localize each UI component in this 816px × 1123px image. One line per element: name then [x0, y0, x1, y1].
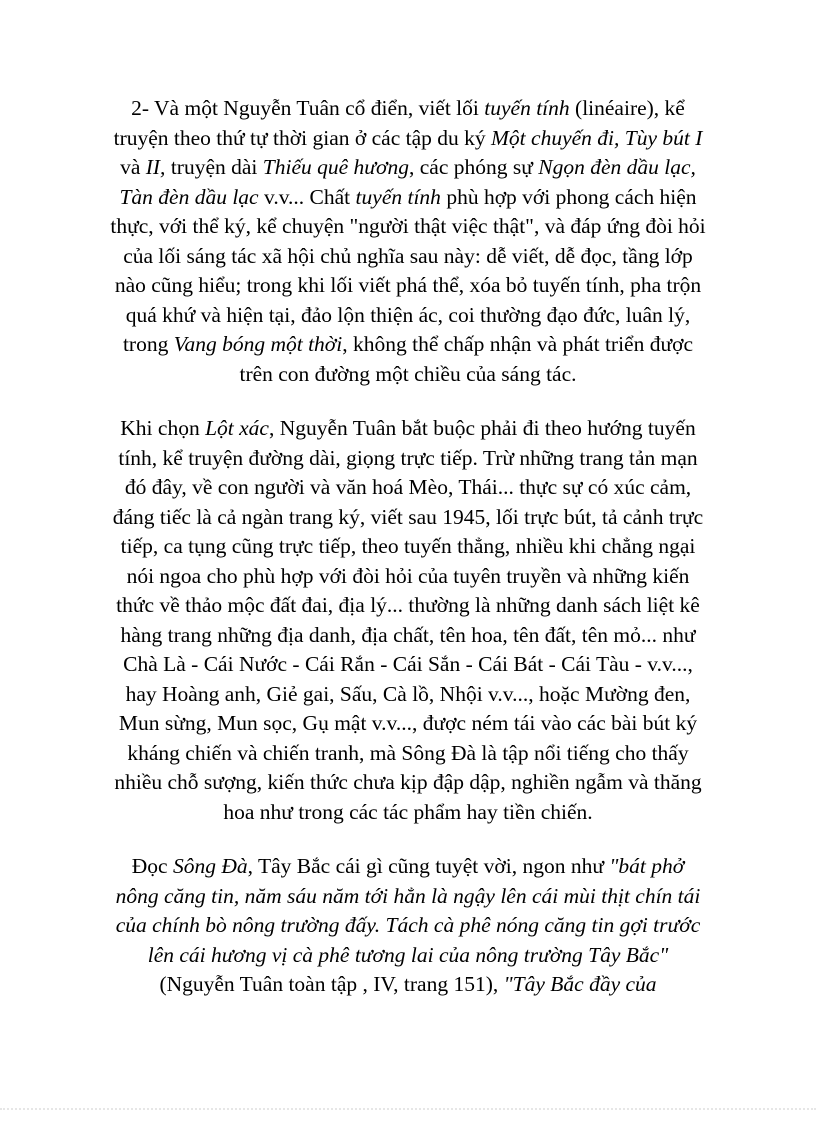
page-bottom-divider [0, 1108, 816, 1110]
paragraph-1 [108, 94, 708, 389]
italic-text-run: II, [145, 155, 166, 179]
italic-text-run: Ngọn đèn dầu lạc, Tàn đèn dầu lạc [119, 155, 696, 209]
italic-text-run: "bát phở nông căng tin, năm sáu năm tới hẳn là ngậy lên cái mùi thịt chín tái của chính bò nông trường đấy. Tách cà phê nóng căng tin gợi trước lên cái hương vị cà phê tương lai của nông trường Tây Bắc" [115, 854, 701, 967]
italic-text-run: tuyến tính [484, 96, 570, 120]
text-run: Đọc [131, 854, 173, 878]
italic-text-run: "Tây Bắc đầy của [503, 972, 657, 996]
italic-text-run: tuyến tính [355, 184, 441, 209]
text-run: , các phóng sự [408, 155, 539, 179]
text-run: v.v... Chất [258, 184, 356, 209]
text-run: (linéaire), kể truyện theo thứ tự thời gian ở các tập du ký [113, 96, 685, 150]
italic-text-run: Lột xác [205, 416, 269, 440]
text-run: (Nguyễn Tuân toàn tập , IV, trang 151), [159, 972, 504, 996]
text-run: Khi chọn [120, 416, 206, 440]
text-run: , không thể chấp nhận và phát triển được trên con đường một chiều của sáng tác. [239, 332, 694, 386]
paragraph-3 [108, 852, 708, 1000]
text-run: truyện dài [165, 155, 263, 179]
italic-text-run: Vang bóng một thời [173, 332, 343, 356]
italic-text-run: Sông Đà [172, 854, 248, 878]
text-run: 2- Và một Nguyễn Tuân cổ điển, viết lối [131, 96, 485, 120]
italic-text-run: Thiếu quê hương [262, 155, 409, 179]
italic-text-run: Một chuyến đi, Tùy bút I [491, 125, 703, 150]
text-run: và [120, 155, 146, 179]
document-body [108, 94, 708, 1025]
text-run: , Tây Bắc cái gì cũng tuyệt vời, ngon như [247, 854, 610, 878]
text-run: , Nguyễn Tuân bắt buộc phải đi theo hướng tuyến tính, kể truyện đường dài, giọng trực tiếp. Trừ những trang tản mạn đó đây, về con người và văn hoá Mèo, Thái... thực sự có xúc cảm, đáng tiếc là cả ngàn trang ký, viết sau 1945, lối trực bút, tả cảnh trực tiếp, ca tụng cũng trực tiếp, theo tuyến thẳng, nhiều khi chẳng ngại nói ngoa cho phù hợp với đòi hỏi của tuyên truyền và những kiến thức về thảo mộc đất đai, địa lý... thường là những danh sách liệt kê hàng trang những địa danh, địa chất, tên hoa, tên đất, tên mỏ... như Chà Là - Cái Nước - Cái Rắn - Cái Sắn - Cái Bát - Cái Tàu - v.v..., hay Hoàng anh, Giẻ gai, Sấu, Cà lồ, Nhội v.v..., hoặc Mường đen, Mun sừng, Mun sọc, Gụ mật v.v..., được ném tái vào các bài bút ký kháng chiến và chiến tranh, mà Sông Đà là tập nổi tiếng cho thấy nhiều chỗ sượng, kiến thức chưa kịp đập dập, nghiền ngẫm và thăng hoa như trong các tác phẩm hay tiền chiến. [112, 416, 704, 824]
text-run: phù hợp với phong cách hiện thực, với thể ký, kể chuyện "người thật việc thật", và đáp ứng đòi hỏi của lối sáng tác xã hội chủ nghĩa sau này: dễ viết, dễ đọc, tầng lớp nào cũng hiểu; trong khi lối viết phá thể, xóa bỏ tuyến tính, pha trộn quá khứ và hiện tại, đảo lộn thiện ác, coi thường đạo đức, luân lý, trong [110, 184, 706, 356]
paragraph-2 [108, 414, 708, 827]
